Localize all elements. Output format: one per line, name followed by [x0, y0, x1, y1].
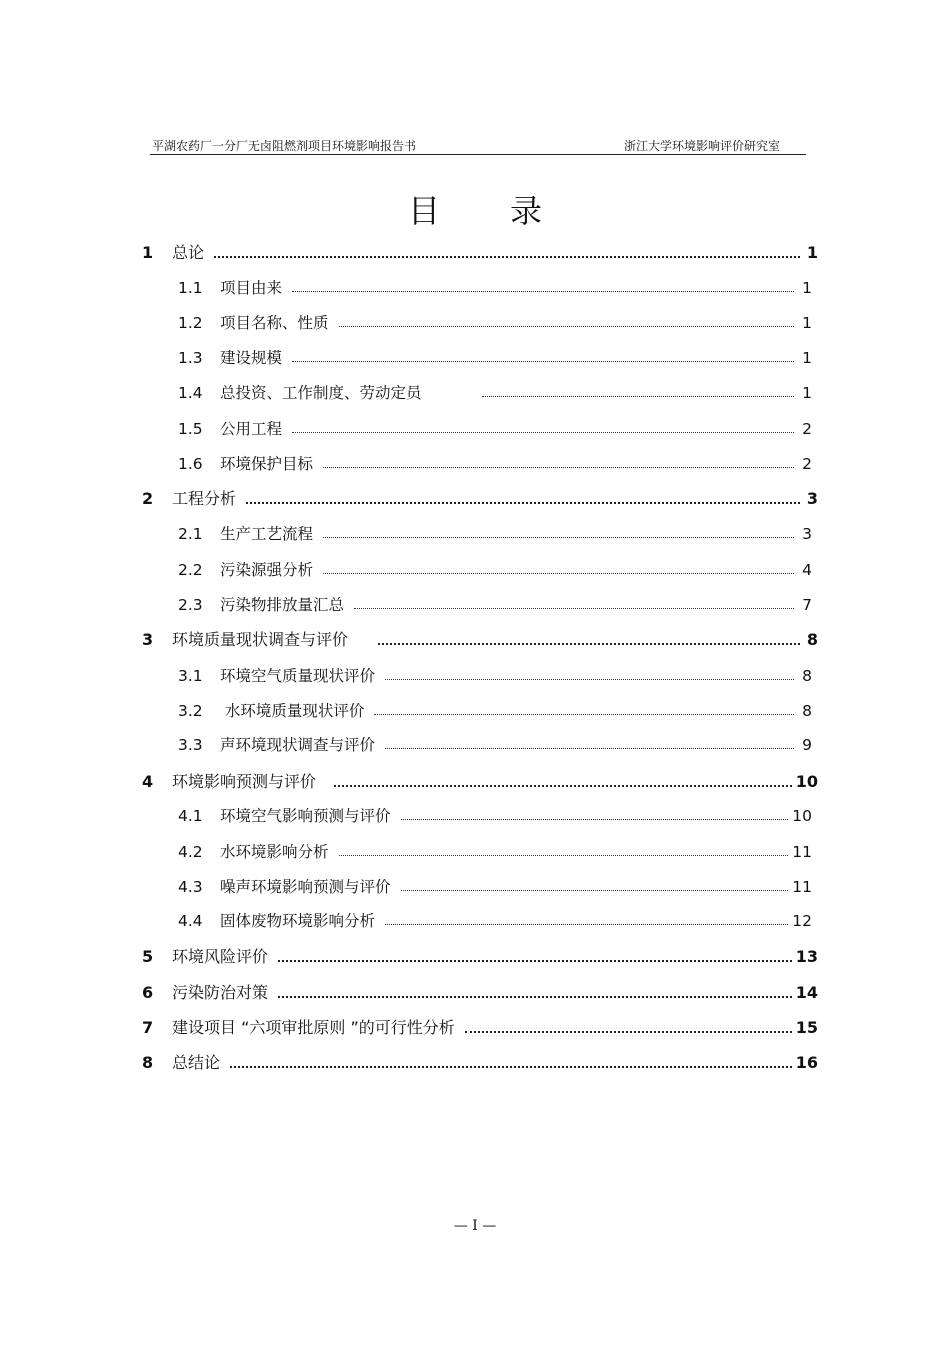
toc-number: 7: [142, 1018, 154, 1037]
toc-page: 11: [792, 878, 812, 896]
toc-page: 8: [802, 702, 812, 720]
running-header: [150, 136, 806, 155]
toc-entry-3[interactable]: [142, 626, 818, 650]
toc-number: 1.1: [178, 279, 203, 297]
header-report-title: 平湖农药厂一分厂无卤阻燃剂项目环境影响报告书: [152, 139, 417, 153]
toc-page: 2: [802, 455, 812, 473]
toc-leader: [323, 467, 794, 468]
toc-title: 项目名称、性质: [220, 314, 329, 332]
toc-title: 总论: [172, 243, 205, 262]
toc-entry-1-2[interactable]: [178, 309, 812, 333]
toc-leader: [214, 256, 800, 258]
toc-leader: [465, 1031, 792, 1033]
toc-page: 3: [802, 525, 812, 543]
page-number-footer: — I —: [453, 1218, 497, 1234]
toc-number: 1.3: [178, 349, 203, 367]
toc-number: 1.4: [178, 384, 203, 402]
toc-number: 6: [142, 983, 154, 1002]
toc-number: 4: [142, 772, 154, 791]
toc-title: 总投资、工作制度、劳动定员: [220, 384, 422, 402]
toc-leader: [278, 960, 792, 962]
toc-entry-4-3[interactable]: [178, 873, 812, 897]
toc-entry-2[interactable]: [142, 485, 818, 509]
toc-page: 1: [806, 243, 818, 262]
toc-title: 环境空气质量现状评价: [220, 667, 376, 685]
toc-title: 总结论: [172, 1053, 221, 1072]
toc-entry-1-5[interactable]: [178, 415, 812, 439]
toc-entry-1-6[interactable]: [178, 450, 812, 474]
toc-page: 13: [795, 947, 818, 966]
toc-entry-1-4[interactable]: [178, 379, 812, 403]
toc-number: 4.4: [178, 912, 203, 930]
toc-leader: [378, 643, 800, 645]
toc-leader: [323, 573, 794, 574]
toc-page: 8: [806, 630, 818, 649]
toc-entry-1[interactable]: [142, 239, 818, 263]
toc-entry-3-2[interactable]: [178, 697, 812, 721]
toc-title: 生产工艺流程: [220, 525, 314, 543]
toc-title: 公用工程: [220, 420, 283, 438]
toc-leader: [230, 1066, 792, 1068]
toc-title: 污染源强分析: [220, 561, 314, 579]
toc-page: 3: [806, 489, 818, 508]
toc-number: 2.2: [178, 561, 203, 579]
toc-title: 噪声环境影响预测与评价: [220, 878, 391, 896]
toc-entry-8[interactable]: [142, 1049, 818, 1073]
toc-number: 2: [142, 489, 154, 508]
toc-leader: [292, 361, 794, 362]
toc-leader: [278, 996, 792, 998]
toc-number: 3.1: [178, 667, 203, 685]
toc-number: 3.2: [178, 702, 203, 720]
toc-leader: [385, 924, 788, 925]
toc-entry-2-2[interactable]: [178, 556, 812, 580]
toc-page: 15: [795, 1018, 818, 1037]
toc-leader: [334, 785, 792, 787]
toc-number: 1: [142, 243, 154, 262]
toc-entry-4-1[interactable]: [178, 802, 812, 826]
toc-leader: [401, 890, 789, 891]
toc-page: 10: [795, 772, 818, 791]
toc-number: 4.3: [178, 878, 203, 896]
toc-title: 工程分析: [172, 489, 237, 508]
toc-title: 环境保护目标: [220, 455, 314, 473]
toc-title: 项目由来: [220, 279, 283, 297]
toc-page: 14: [795, 983, 818, 1002]
toc-entry-1-1[interactable]: [178, 274, 812, 298]
toc-number: 5: [142, 947, 154, 966]
toc-leader: [339, 326, 794, 327]
toc-title: 建设规模: [220, 349, 283, 367]
toc-title: 环境风险评价: [172, 947, 269, 966]
toc-number: 2.1: [178, 525, 203, 543]
toc-page: 9: [802, 736, 812, 754]
toc-page: 1: [802, 314, 812, 332]
toc-page: 1: [802, 349, 812, 367]
toc-entry-1-3[interactable]: [178, 344, 812, 368]
toc-leader: [292, 291, 794, 292]
toc-title: 污染物排放量汇总: [220, 596, 345, 614]
toc-entry-4-2[interactable]: [178, 838, 812, 862]
toc-page: 16: [795, 1053, 818, 1072]
toc-title: 污染防治对策: [172, 983, 269, 1002]
header-organization: 浙江大学环境影响评价研究室: [623, 139, 780, 153]
toc-title: 环境质量现状调查与评价: [172, 630, 349, 649]
toc-page: 7: [802, 596, 812, 614]
toc-number: 3: [142, 630, 154, 649]
toc-leader: [374, 714, 794, 715]
toc-number: 3.3: [178, 736, 203, 754]
toc-entry-2-3[interactable]: [178, 591, 812, 615]
toc-entry-4-4[interactable]: [178, 907, 812, 931]
toc-page: 11: [792, 843, 812, 861]
toc-title: 固体废物环境影响分析: [220, 912, 376, 930]
toc-title: 建设项目 “六项审批原则 ”的可行性分析: [172, 1018, 455, 1037]
toc-title: 声环境现状调查与评价: [220, 736, 376, 754]
toc-leader: [401, 819, 789, 820]
toc-number: 8: [142, 1053, 154, 1072]
page-title: 目录: [407, 192, 612, 230]
toc-page: 1: [802, 279, 812, 297]
toc-number: 4.2: [178, 843, 203, 861]
toc-leader: [292, 432, 794, 433]
toc-entry-3-1[interactable]: [178, 662, 812, 686]
toc-title: 水环境质量现状评价: [220, 702, 365, 720]
toc-entry-5[interactable]: [142, 943, 818, 967]
toc-leader: [323, 537, 794, 538]
toc-page: 8: [802, 667, 812, 685]
toc-page: 10: [792, 807, 812, 825]
toc-page: 1: [802, 384, 812, 402]
toc-entry-6[interactable]: [142, 979, 818, 1003]
toc-title: 环境空气影响预测与评价: [220, 807, 391, 825]
toc-number: 1.5: [178, 420, 203, 438]
toc-number: 2.3: [178, 596, 203, 614]
toc-leader: [339, 855, 789, 856]
toc-entry-2-1[interactable]: [178, 520, 812, 544]
toc-entry-7[interactable]: [142, 1014, 818, 1038]
toc-page: 4: [802, 561, 812, 579]
toc-leader: [246, 502, 800, 504]
toc-leader: [354, 608, 794, 609]
toc-leader: [385, 679, 794, 680]
toc-number: 4.1: [178, 807, 203, 825]
toc-page: 12: [792, 912, 812, 930]
toc-title: 水环境影响分析: [220, 843, 329, 861]
toc-title: 环境影响预测与评价: [172, 772, 317, 791]
toc-entry-3-3[interactable]: [178, 731, 812, 755]
toc-leader: [482, 396, 794, 397]
toc-number: 1.2: [178, 314, 203, 332]
toc-page: 2: [802, 420, 812, 438]
toc-leader: [385, 748, 794, 749]
toc-number: 1.6: [178, 455, 203, 473]
toc-entry-4[interactable]: [142, 768, 818, 792]
